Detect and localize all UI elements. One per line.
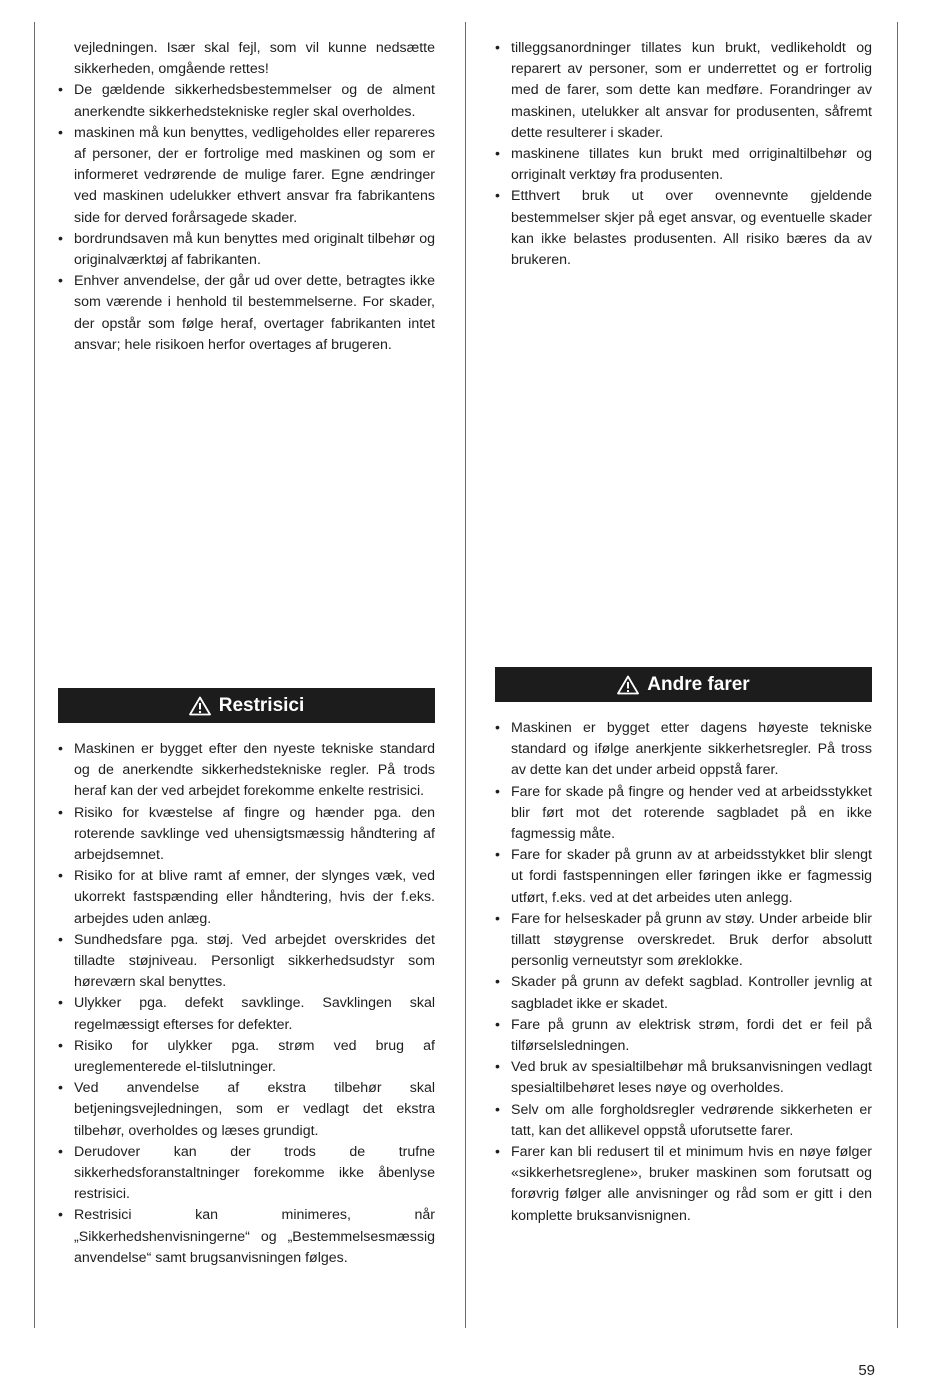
list-item: • Skader på grunn av defekt sagblad. Kontroller jevnlig at sagbladet ikke er skadet. [495,972,872,1014]
list-item: • Sundhedsfare pga. støj. Ved arbejdet overskrides det tilladte støjniveau. Personligt sikkerhedsudstyr som høreværn skal benyttes. [58,930,435,994]
left-top-list [58,80,435,356]
list-item: • Ved bruk av spesialtilbehør må bruksanvisningen vedlagt spesialtilbehøret leses nøye og overholdes. [495,1057,872,1099]
list-item: • Risiko for at blive ramt af emner, der slynges væk, ved ukorrekt fastspænding eller håndtering, hvis der f.eks. arbejdes uden anlæg. [58,866,435,930]
list-item: • Fare for helseskader på grunn av støy. Under arbeide blir tillatt støygrense overskredet. Bruk derfor absolutt personlig verneutstyr som øreklokke. [495,909,872,973]
restrisici-title: Restrisici [218,694,305,716]
list-item: • Restrisici kan minimeres, når „Sikkerhedshenvisningerne“ og „Bestemmelsesmæssig anvendelse“ samt brugsanvisningen følges. [58,1205,435,1269]
andre-farer-list [495,718,872,1227]
restrisici-heading [58,688,435,723]
list-item: • Maskinen er bygget efter den nyeste tekniske standard og de anerkendte sikkerhedstekniske regler. På trods heraf kan der ved arbejdet forekomme enkelte restrisici. [58,739,435,803]
andre-farer-body [495,718,872,1227]
list-item: • Maskinen er bygget etter dagens høyeste tekniske standard og ifølge anerkjente sikkerhetsregler. På tross av dette kan det under arbeid oppstå farer. [495,718,872,782]
list-item: • Fare for skade på fingre og hender ved at arbeidsstykket blir ført mot det roterende sagbladet på en ikke fagmessig måte. [495,782,872,846]
list-item: • Ved anvendelse af ekstra tilbehør skal betjeningsvejledningen, som er vedlagt det ekstra tilbehør, overholdes og læses grundigt. [58,1078,435,1142]
column-rule-center [465,22,466,1328]
list-item: • Derudover kan der trods de trufne sikkerhedsforanstaltninger forekomme ikke åbenlyse restrisici. [58,1142,435,1206]
column-rule-right [897,22,898,1328]
andre-farer-heading [495,667,872,702]
andre-farer-title: Andre farer [647,673,750,695]
list-item: • Selv om alle forgholdsregler vedrørende sikkerheten er tatt, kan det allikevel oppstå uforutsette farer. [495,1100,872,1142]
list-item: • maskinen må kun benyttes, vedligeholdes eller repareres af personer, der er fortrolige med maskinen og som er informeret vedrørende de mulige farer. Egne ændringer ved maskinen udelukker ethvert ansvar fra fabrikantens side for derved forårsagede skader. [58,123,435,229]
warning-triangle-icon [617,675,639,695]
left-intro-paragraph: vejledningen. Især skal fejl, som vil kunne nedsætte sikkerheden, omgående rettes! [74,40,435,78]
right-top-list [495,38,872,271]
restrisici-body [58,739,435,1269]
list-item: • Risiko for kvæstelse af fingre og hænder pga. den roterende savklinge ved uhensigtsmæssig håndtering af arbejdsemnet. [58,803,435,867]
list-item: • Fare for skader på grunn av at arbeidsstykket blir slengt ut fordi fastspenningen eller føringen ikke er fagmessig utført, f.eks. ved at det arbeides uten anlegg. [495,845,872,909]
list-item: • Risiko for ulykker pga. strøm ved brug af ureglementerede el-tilslutninger. [58,1036,435,1078]
list-item: • Ulykker pga. defekt savklinge. Savklingen skal regelmæssigt efterses for defekter. [58,993,435,1035]
list-item: • De gældende sikkerhedsbestemmelser og de alment anerkendte sikkerhedstekniske regler skal overholdes. [58,80,435,122]
list-item: • Enhver anvendelse, der går ud over dette, betragtes ikke som værende i henhold til bestemmelserne. For skader, der opstår som følge heraf, overtager fabrikanten intet ansvar; hele risikoen herfor overtages af brugeren. [58,271,435,356]
list-item: • bordrundsaven må kun benyttes med originalt tilbehør og originalværktøj af fabrikanten. [58,229,435,271]
list-item: • Farer kan bli redusert til et minimum hvis en nøye følger «sikkerhetsreglene», bruker maskinen som forutsatt og forøvrig følger alle anvisninger og råd som er gitt i den komplette bruksanvisnignen. [495,1142,872,1227]
left-top-text [58,38,435,356]
list-item: • maskinene tillates kun brukt med orriginaltilbehør og orriginalt verktøy fra produsenten. [495,144,872,186]
list-item: • Fare på grunn av elektrisk strøm, fordi det er feil på tilførselsledningen. [495,1015,872,1057]
warning-triangle-icon [189,696,211,716]
right-top-text [495,38,872,271]
column-rule-left [34,22,35,1328]
list-item: • Etthvert bruk ut over ovennevnte gjeldende bestemmelser skjer på eget ansvar, og eventuelle skader kan ikke belastes produsenten. All risiko bæres da av brukeren. [495,186,872,271]
list-item: • tilleggsanordninger tillates kun brukt, vedlikeholdt og reparert av personer, som er underrettet og er fortrolig med de farer, som dette kan medføre. Forandringer av maskinen, utelukker alt ansvar for produsenten, såfremt dette resulterer i skader. [495,38,872,144]
page-number: 59 [858,1362,875,1379]
restrisici-list [58,739,435,1269]
